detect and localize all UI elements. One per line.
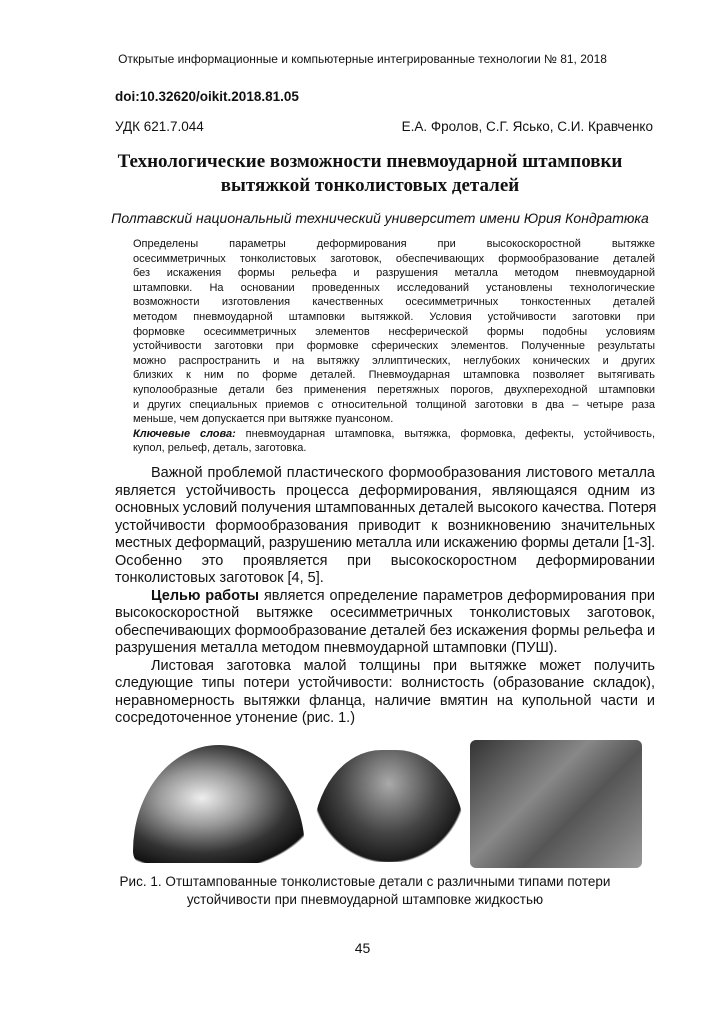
paragraph-line: методом пневмоударной штамповки вытяжкой. Условия устойчивости заготовки при	[133, 310, 655, 323]
keywords-line: купол, рельеф, деталь, заготовка.	[133, 442, 307, 455]
paragraph-line	[115, 588, 655, 606]
paragraph-line: можно распространить и на вытяжку эллиптических, неглубоких конических и других	[133, 354, 655, 367]
figure-caption	[60, 873, 670, 909]
paragraph-line: разрушения металла методом пневмоударной штамповки (ПУШ).	[115, 640, 558, 656]
figure-photo-dome-dents	[470, 740, 642, 868]
paragraph-line: без искажения формы рельефа и разрушения металла методом пневмоударной	[133, 267, 655, 280]
body-text	[115, 465, 655, 728]
paragraph-line: устойчивости заготовки при формовке сферических элементов. Полученные результаты	[133, 340, 655, 353]
caption-line: устойчивости при пневмоударной штамповке жидкостью	[186, 892, 544, 907]
paragraph-line: и других специальных приемов с относительной толщиной заготовки в два – четыре раза	[133, 398, 655, 411]
paragraph-line: куполообразные детали без применения перетяжных порогов, двухпереходной штамповки	[133, 383, 655, 396]
paragraph-line: возможности изготовления качественных осесимметричных тонкостенных деталей	[133, 296, 655, 309]
paper-title	[90, 150, 650, 198]
goal-label: Целью работы	[151, 587, 260, 604]
caption-line: Рис. 1. Отштампованные тонколистовые детали с различными типами потери	[119, 874, 611, 889]
affiliation: Полтавский национальный технический университет имени Юрия Кондратюка	[111, 210, 649, 226]
paragraph-line: меньше, чем допускается при вытяжке пуансоном.	[133, 413, 394, 426]
paragraph-line: неравномерность вытяжки фланца, наличие вмятин на купольной части и	[115, 692, 655, 709]
paragraph-line: местных деформаций, разрушению металла или искажению формы детали [1-3].	[115, 535, 655, 551]
paragraph-line: Особенно это проявляется при высокоскоростном деформировании	[115, 552, 655, 569]
page-number: 45	[354, 940, 371, 956]
paragraph-line: Листовая заготовка малой толщины при вытяжке может получить	[151, 657, 655, 674]
paragraph-line: обеспечивающих формообразование деталей без искажения формы рельефа и	[115, 622, 655, 639]
paragraph-line: устойчивости формообразования приводит к возникновению значительных	[115, 517, 655, 534]
text: является определение параметров деформирования при	[259, 587, 656, 604]
figure-photo-dome-wrinkled	[133, 745, 305, 863]
paragraph	[115, 465, 655, 588]
paragraph	[115, 588, 655, 658]
paragraph-line: штамповки. На основании проведенных исследований установлены технологические	[133, 281, 655, 294]
keywords-text: пневмоударная штамповка, вытяжка, формовка, дефекты, устойчивость,	[235, 427, 655, 440]
paragraph-line: основных условий получения штампованных деталей высокого качества. Потеря	[115, 500, 657, 516]
udk: УДК 621.7.044	[115, 119, 204, 134]
title-line: вытяжкой тонколистовых деталей	[220, 175, 520, 196]
paragraph-line: является устойчивость процесса деформирования, являющаяся одним из	[115, 482, 655, 499]
keywords-line	[133, 427, 655, 442]
paragraph-line: высокоскоростной вытяжке осесимметричных тонколистовых заготовок,	[115, 605, 655, 621]
paragraph-line: близких к ним по форме деталей. Пневмоударная штамповка позволяет вытягивать	[133, 369, 655, 382]
doi[interactable]: doi:10.32620/oikit.2018.81.05	[115, 89, 299, 104]
paragraph-line: следующие типы потери устойчивости: волнистость (образование складок),	[115, 675, 655, 691]
paragraph	[115, 658, 655, 728]
paragraph-line: сосредоточенное утонение (рис. 1.)	[115, 710, 356, 726]
figure-photo-dome-flange	[313, 750, 465, 862]
journal-header: Открытые информационные и компьютерные интегрированные технологии № 81, 2018	[118, 52, 607, 66]
paragraph-line: Важной проблемой пластического формообразования листового металла	[151, 465, 655, 481]
paragraph-line: тонколистовых заготовок [4, 5].	[115, 570, 324, 586]
paragraph-line: формовке осесимметричных элементов несферической формы подобны условиям	[133, 325, 655, 338]
title-line: Технологические возможности пневмоударной штамповки	[117, 151, 623, 172]
keywords-label: Ключевые слова:	[133, 427, 236, 440]
abstract	[133, 237, 655, 456]
authors: Е.А. Фролов, С.Г. Ясько, С.И. Кравченко	[401, 119, 653, 134]
paragraph-line: осесимметричных тонколистовых заготовок, обеспечивающих формообразование деталей	[133, 252, 655, 265]
paragraph-line: Определены параметры деформирования при высокоскоростной вытяжке	[133, 238, 655, 250]
